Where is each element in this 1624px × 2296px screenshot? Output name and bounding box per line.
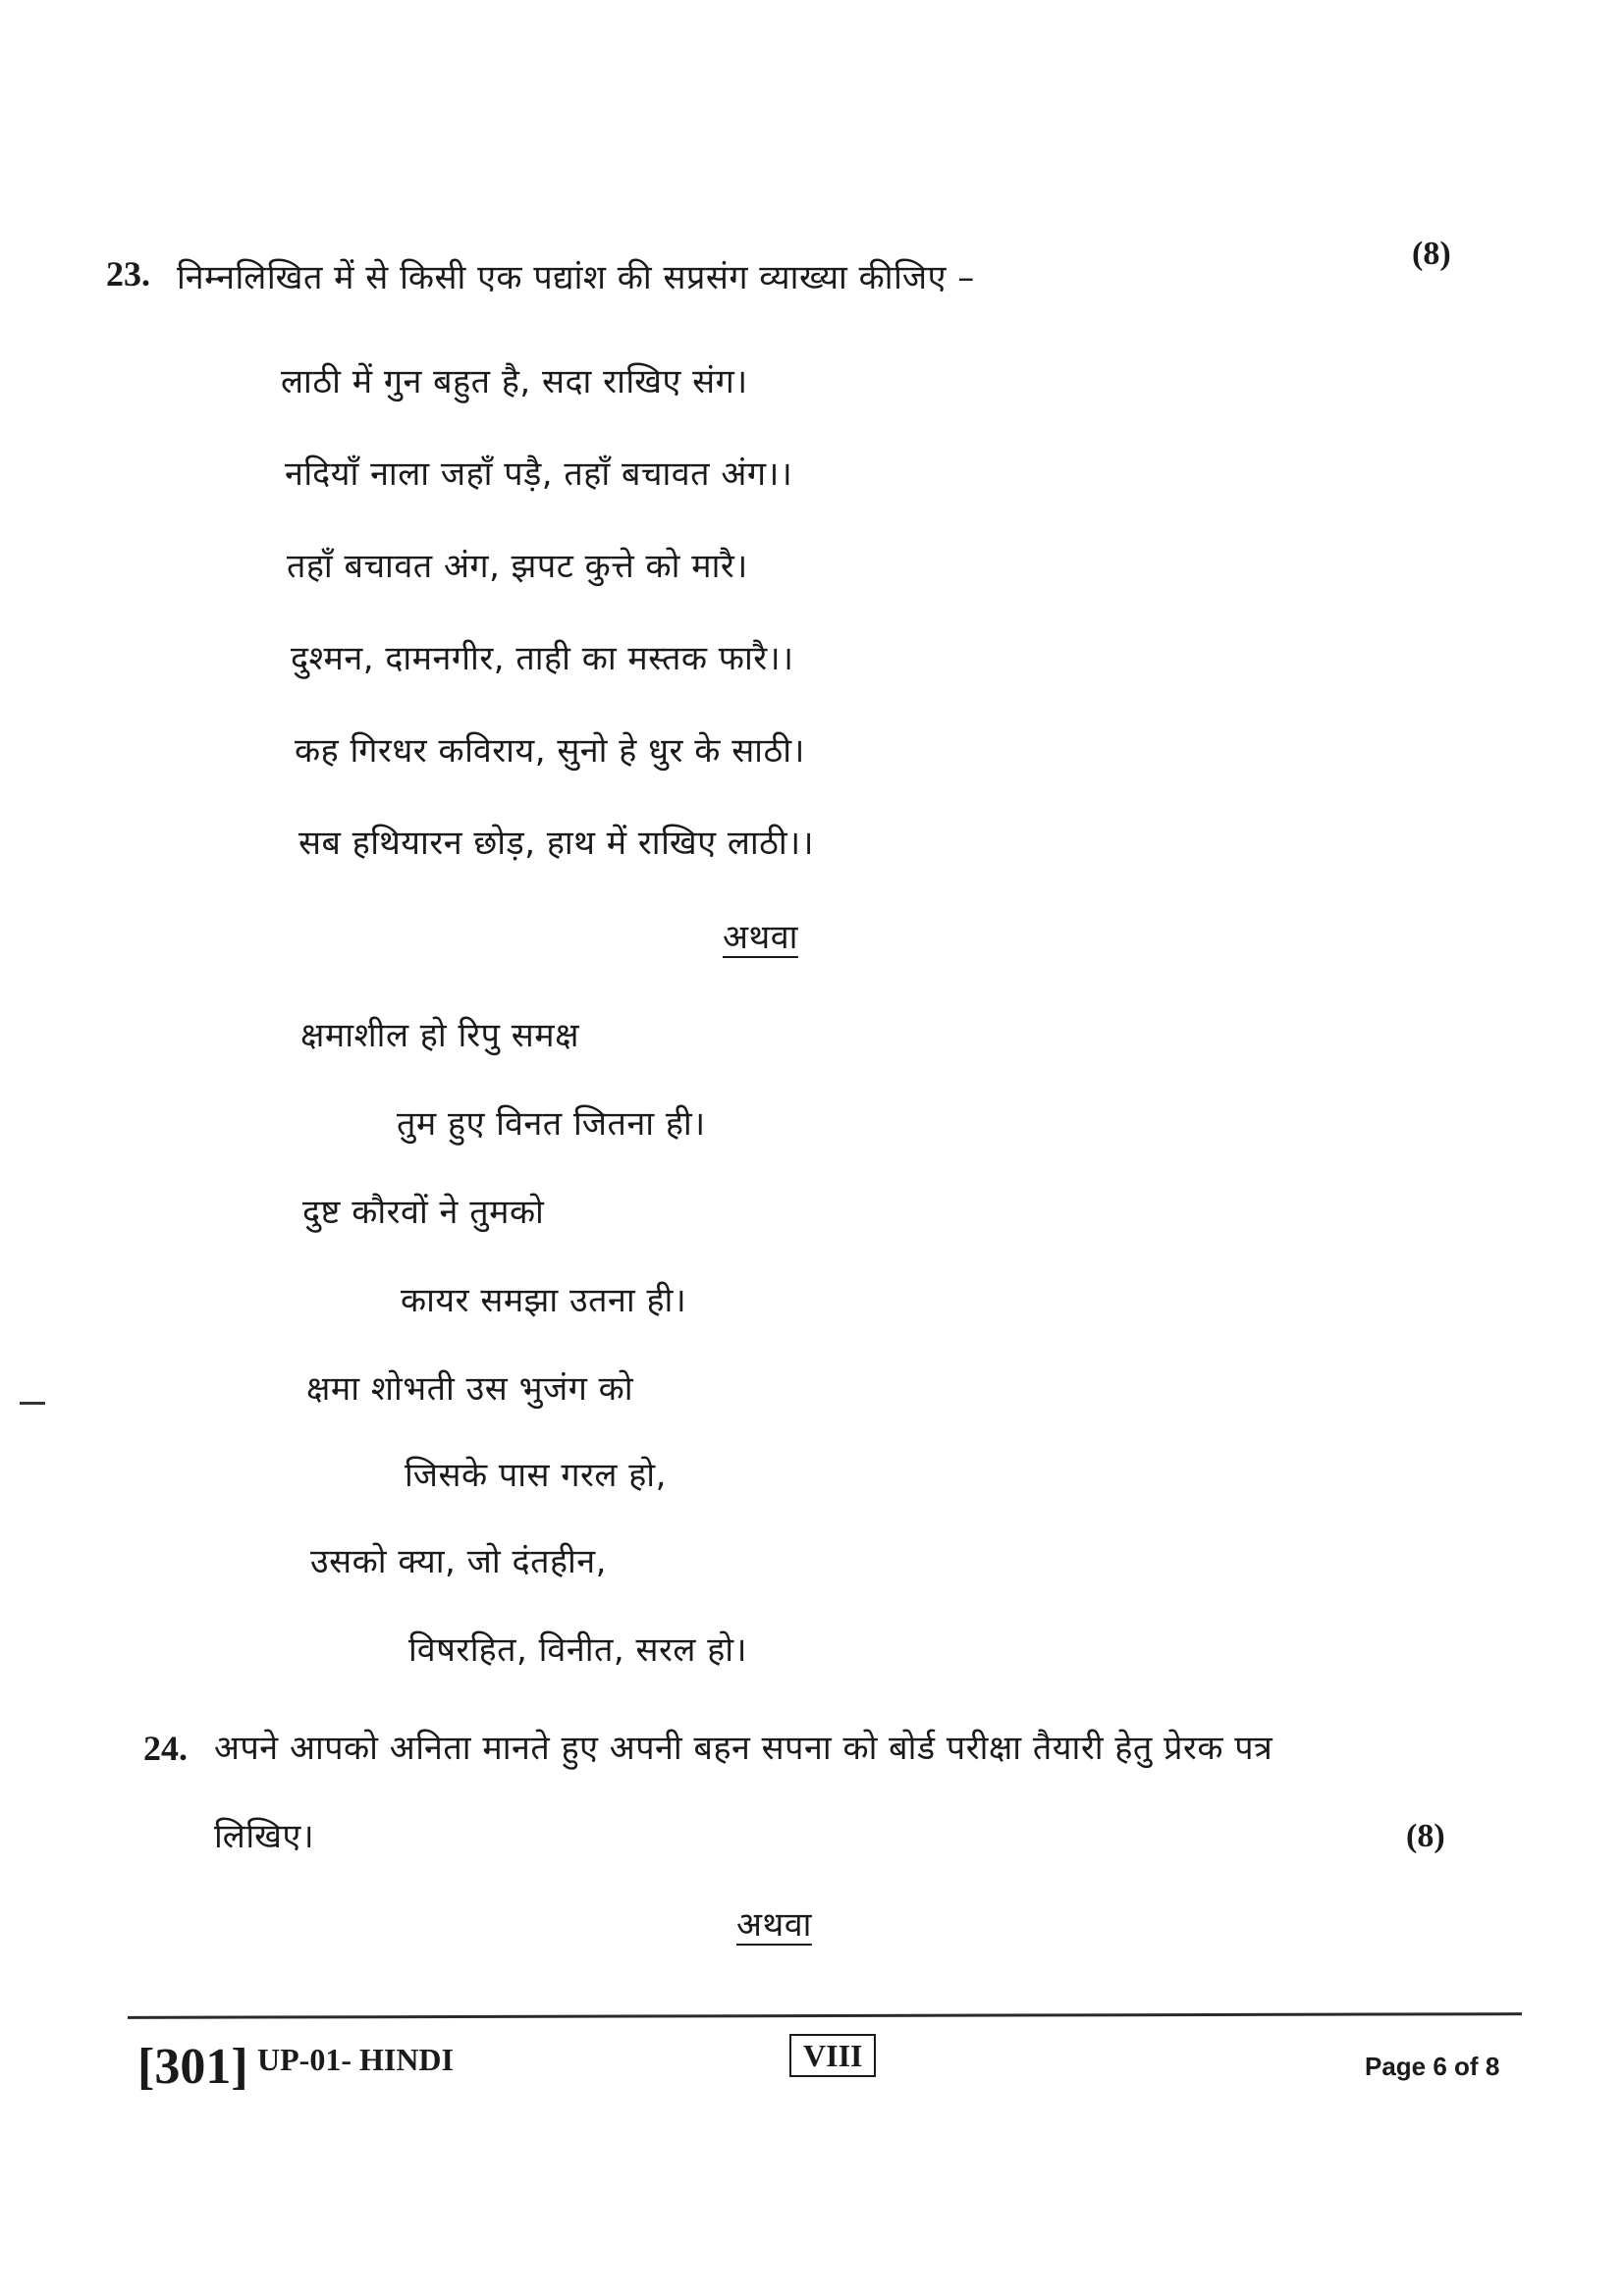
question-number: 23. (106, 254, 150, 294)
question-marks: (8) (1406, 1818, 1445, 1854)
poem-line: कायर समझा उतना ही। (401, 1281, 687, 1320)
poem-line: उसको क्या, जो दंतहीन, (310, 1542, 607, 1581)
class-badge: VIII (789, 2034, 876, 2077)
poem-line: क्षमाशील हो रिपु समक्ष (300, 1016, 579, 1055)
question-text: लिखिए। (214, 1817, 315, 1856)
paper-code: [301] (137, 2039, 248, 2095)
question-marks: (8) (1412, 236, 1451, 272)
poem-line: दुष्ट कौरवों ने तुमको (302, 1193, 545, 1232)
or-divider: अथवा (723, 918, 798, 957)
poem-line: विषरहित, विनीत, सरल हो। (408, 1630, 747, 1670)
poem-line: सब हथियारन छोड़, हाथ में राखिए लाठी।। (298, 824, 815, 863)
margin-mark (20, 1402, 45, 1405)
poem-line: दुश्मन, दामनगीर, ताही का मस्तक फारै।। (291, 639, 794, 678)
question-prompt: निम्नलिखित में से किसी एक पद्यांश की सप्रसंग व्याख्या कीजिए – (177, 258, 975, 297)
poem-line: क्षमा शोभती उस भुजंग को (306, 1369, 634, 1409)
poem-line: नदियाँ नाला जहाँ पड़ै, तहाँ बचावत अंग।। (285, 454, 793, 494)
poem-line: तहाँ बचावत अंग, झपट कुत्ते को मारै। (287, 547, 748, 586)
question-number: 24. (143, 1729, 188, 1768)
or-divider: अथवा (736, 1905, 812, 1945)
page-number: Page 6 of 8 (1365, 2052, 1500, 2081)
poem-line: जिसके पास गरल हो, (405, 1456, 667, 1495)
poem-line: कह गिरधर कविराय, सुनो हे धुर के साठी। (295, 731, 805, 771)
poem-line: तुम हुए विनत जितना ही। (397, 1104, 706, 1144)
footer-rule (128, 2012, 1522, 2019)
question-text: अपने आपको अनिता मानते हुए अपनी बहन सपना को बोर्ड परीक्षा तैयारी हेतु प्रेरक पत्र (214, 1729, 1273, 1768)
poem-line: लाठी में गुन बहुत है, सदा राखिए संग। (281, 362, 748, 401)
paper-subject: UP-01- HINDI (257, 2042, 454, 2077)
